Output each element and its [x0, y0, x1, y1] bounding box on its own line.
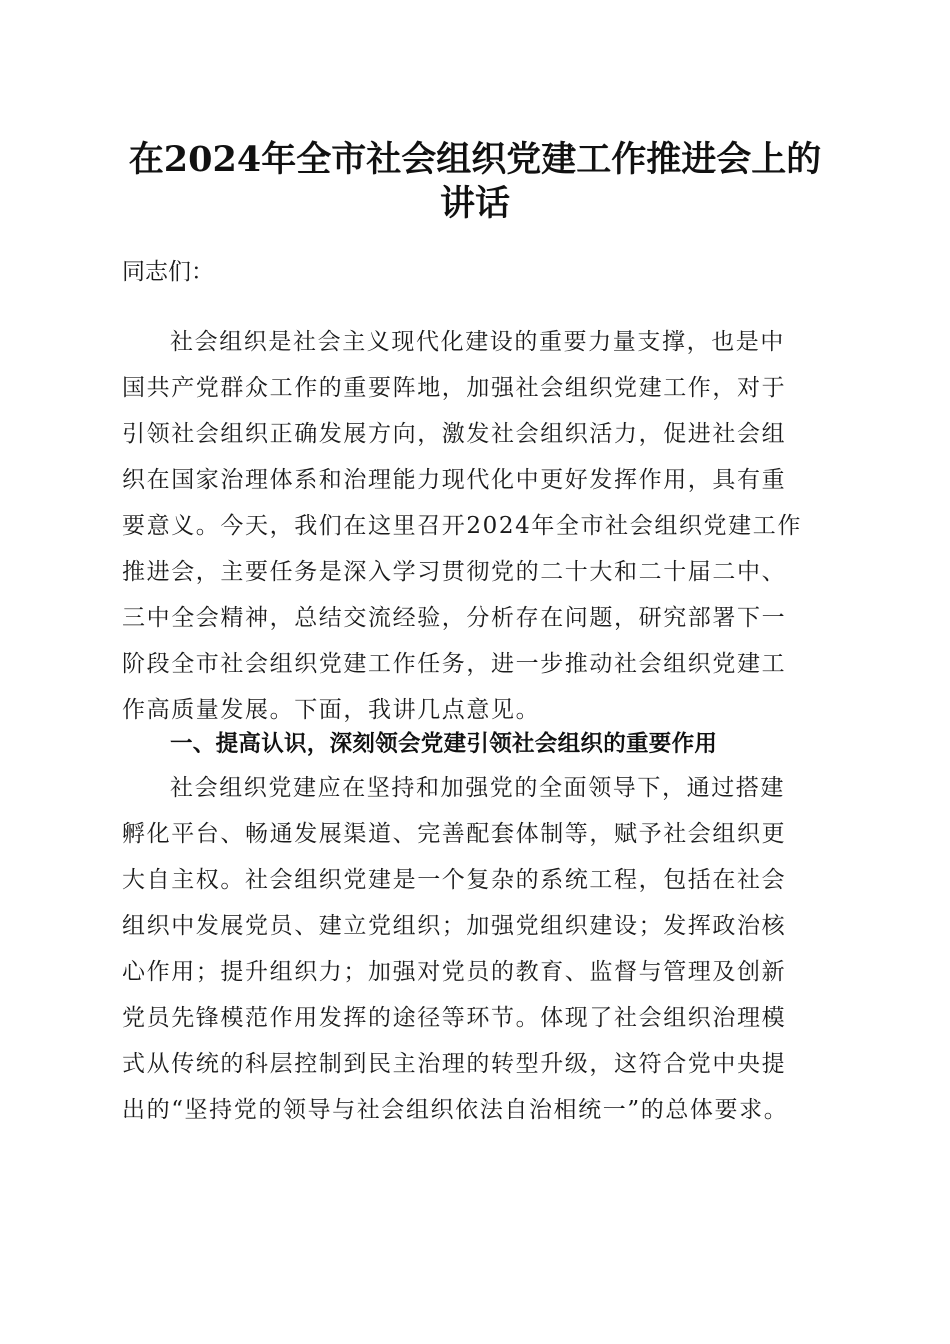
paragraph-2-line: 大自主权。社会组织党建是一个复杂的系统工程，包括在社会: [122, 867, 787, 893]
paragraph-1-line: 三中全会精神，总结交流经验，分析存在问题，研究部署下一: [122, 605, 787, 631]
paragraph-1-line: 织在国家治理体系和治理能力现代化中更好发挥作用，具有重: [122, 467, 787, 493]
document-title-line-1: 在2024年全市社会组织党建工作推进会上的: [128, 139, 822, 180]
paragraph-1-line: 作高质量发展。下面，我讲几点意见。: [122, 697, 541, 723]
paragraph-2-line: 式从传统的科层控制到民主治理的转型升级，这符合党中央提: [122, 1051, 787, 1077]
paragraph-2-line: 孵化平台、畅通发展渠道、完善配套体制等，赋予社会组织更: [122, 821, 787, 847]
paragraph-1-line: 要意义。今天，我们在这里召开2024年全市社会组织党建工作: [122, 513, 802, 539]
paragraph-2-line: 社会组织党建应在坚持和加强党的全面领导下，通过搭建: [170, 775, 785, 801]
paragraph-2-line: 党员先锋模范作用发挥的途径等环节。体现了社会组织治理模: [122, 1005, 787, 1031]
paragraph-1-line: 引领社会组织正确发展方向，激发社会组织活力，促进社会组: [122, 421, 787, 447]
paragraph-2-line: 心作用；提升组织力；加强对党员的教育、监督与管理及创新: [122, 959, 787, 985]
paragraph-1-line: 阶段全市社会组织党建工作任务，进一步推动社会组织党建工: [122, 651, 787, 677]
document-title-line-2: 讲话: [439, 183, 510, 224]
section-heading: 一、提高认识，深刻领会党建引领社会组织的重要作用: [170, 731, 718, 757]
paragraph-1-line: 国共产党群众工作的重要阵地，加强社会组织党建工作，对于: [122, 375, 787, 401]
paragraph-1-line: 推进会，主要任务是深入学习贯彻党的二十大和二十届二中、: [122, 559, 787, 585]
paragraph-1-line: 社会组织是社会主义现代化建设的重要力量支撑，也是中: [170, 329, 785, 355]
greeting: 同志们：: [122, 259, 214, 285]
paragraph-2-line: 组织中发展党员、建立党组织；加强党组织建设；发挥政治核: [122, 913, 787, 939]
paragraph-2-line: 出的“坚持党的领导与社会组织依法自治相统一”的总体要求。: [122, 1097, 789, 1123]
